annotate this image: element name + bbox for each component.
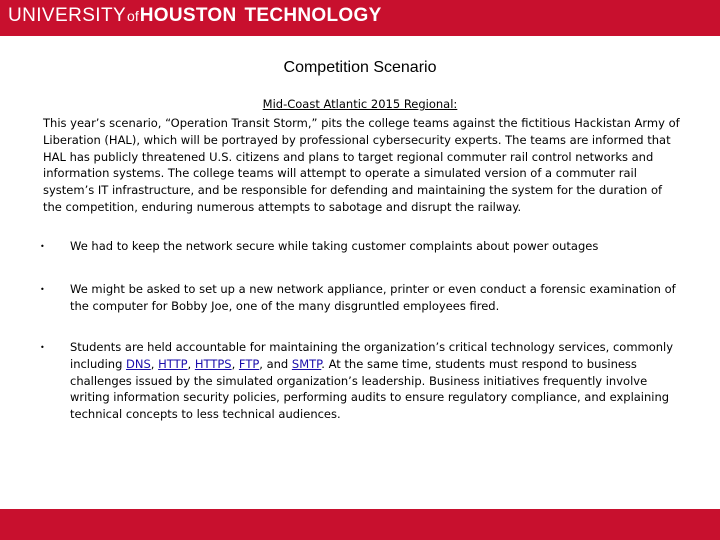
- separator: ,: [231, 356, 239, 371]
- bullet-marker: •: [40, 343, 45, 352]
- separator: ,: [187, 356, 195, 371]
- bullet-text: We had to keep the network secure while taking customer complaints about power outages: [70, 239, 599, 253]
- university-logo: [8, 5, 382, 31]
- bullet-marker: •: [40, 285, 45, 294]
- smtp-link[interactable]: SMTP: [291, 356, 322, 371]
- footer-bar: [0, 509, 720, 540]
- logo-word-university: UNIVERSITY: [8, 5, 127, 26]
- dns-link[interactable]: DNS: [126, 356, 151, 371]
- slide-subtitle: Mid-Coast Atlantic 2015 Regional:: [262, 97, 458, 111]
- logo-word-houston: HOUSTON: [139, 5, 237, 26]
- header-bar: [0, 0, 720, 36]
- bullet-text: [70, 339, 680, 423]
- ftp-link[interactable]: FTP: [238, 356, 260, 371]
- separator: , and: [259, 356, 292, 371]
- slide-title: Competition Scenario: [283, 59, 437, 76]
- intro-paragraph: This year’s scenario, “Operation Transit Storm,” pits the college teams against the fictitious Hackistan Army of Liberation (HAL), which will be portrayed by professional cybersecurity experts. The teams are informed that HAL has publicly threatened U.S. citizens and plans to target regional commuter rail control networks and information systems. The college teams will attempt to operate a simulated version of a commuter rail system’s IT infrastructure, and be responsible for defending and maintaining the system for the duration of the competition, enduring numerous attempts to sabotage and disrupt the railway.: [43, 116, 680, 214]
- bullet-marker: •: [40, 242, 45, 251]
- logo-word-technology: TECHNOLOGY: [244, 5, 382, 26]
- bullet-text-start: Students are held accountable for maintaining the organization’s critical technology services, commonly including: [70, 340, 674, 371]
- https-link[interactable]: HTTPS: [194, 356, 232, 371]
- separator: ,: [150, 356, 159, 371]
- bullet-text-end: . At the same time, students must respond to business challenges issued by the simulated organization’s leadership. Business initiatives frequently involve writing information security policies, performing audits to ensure regulatory compliance, and explaining technical concepts to less technical audiences.: [70, 356, 670, 422]
- logo-word-of: of: [127, 8, 139, 24]
- bullet-text: We might be asked to set up a new network appliance, printer or even conduct a forensic examination of the computer for Bobby Joe, one of the many disgruntled employees fired.: [70, 282, 676, 313]
- http-link[interactable]: HTTP: [158, 356, 188, 371]
